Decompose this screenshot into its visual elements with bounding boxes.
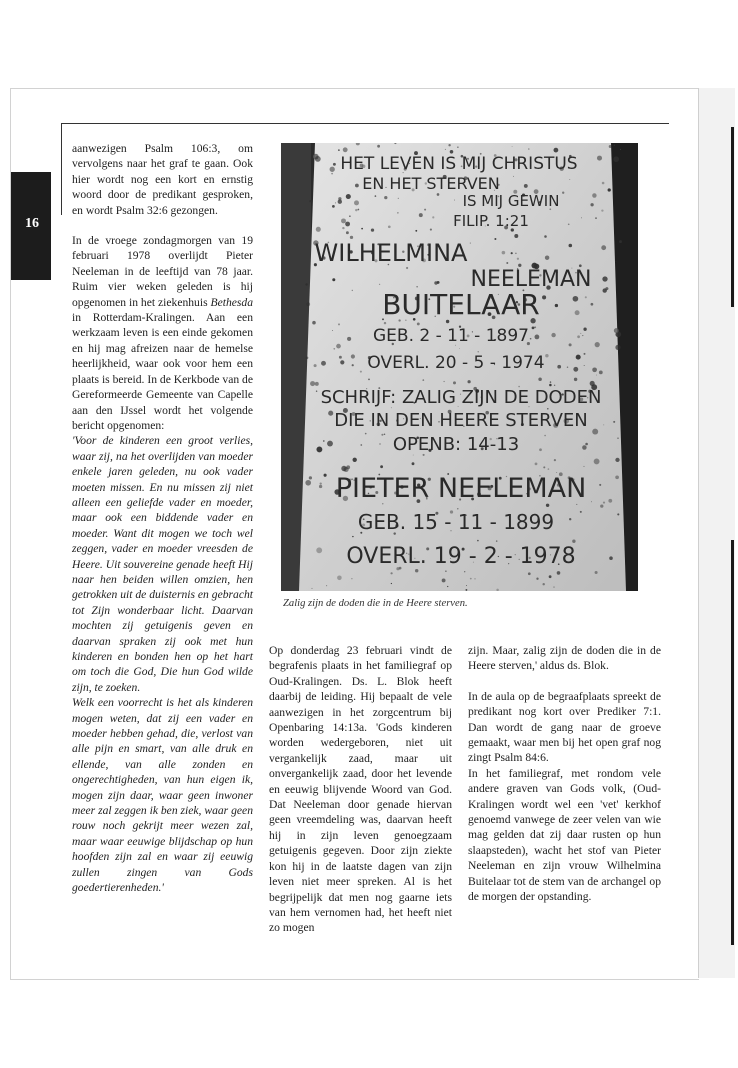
margin-rule xyxy=(61,123,62,215)
paragraph: aanwezigen Psalm 106:3, om vervolgens naar het graf te gaan. Ook hier wordt nog een kort en ernstig woord door de predikant gesproken, en wordt Psalm 32:6 gezongen. xyxy=(72,142,253,217)
edge-mark xyxy=(731,127,734,307)
paragraph: In de vroege zondagmorgen van 19 februari 1978 overlijdt Pieter Neeleman in de leeftijd van 78 jaar. Ruim vier weken geleden is hij opgenomen in het ziekenhuis Bethesda in Rotterdam-Kralingen. Aan een werkzaam leven is een einde gekomen en hij mag afreizen naar de hemelse heerlijkheid, waar ook voor hem een plaats is bereid. In de Kerkbode van de Gereformeerde Gemeente van Capelle aan den IJssel wordt het volgende bericht opgenomen: xyxy=(72,234,253,432)
text-column-3 xyxy=(468,643,661,905)
paragraph: In de aula op de begraafplaats spreekt de predikant nog kort over Prediker 7:1. Dan wordt de gang naar de groeve gemaakt, waar men bij het open graf nog zingt Psalm 84:6. xyxy=(468,689,661,765)
inscription-line: OVERL. 19 - 2 - 1978 xyxy=(346,544,576,569)
inscription-line: FILIP. 1:21 xyxy=(453,212,529,230)
text-column-2 xyxy=(269,643,452,936)
paragraph: Op donderdag 23 februari vindt de begrafenis plaats in het familiegraf op Oud-Kralingen. Ds. L. Blok heeft daarbij de leiding. Hij bepaalt de vele aanwezigen in het zorgcentrum bij Openbaring 14:13a. 'Gods kinderen worden wedergeboren, niet uit vergankelijk zaad, maar uit onvergankelijk zaad, door het levende en eeuwig blijvende Woord van God. Dat Neeleman door genade hiervan geen vreemdeling was, daarvan heeft hij in zijn leven genoegzaam getuigenis gegeven. Door zijn ziekte kon hij in de laatste dagen van zijn leven niet meer spreken. Al is het begrijpelijk dat men nog gaarne iets van hem vernomen had, het heeft niet zo mogen xyxy=(269,644,452,935)
photo-caption: Zalig zijn de doden die in de Heere sterven. xyxy=(283,598,468,609)
inscription-line: GEB. 2 - 11 - 1897 xyxy=(373,326,529,346)
inscription-line: OVERL. 20 - 5 - 1974 xyxy=(367,353,545,373)
quote-paragraph: Welk een voorrecht is het als kinderen mogen weten, dat zij een vader en moeder hebben gehad, die, verlost van alle pijn en smart, van alle druk en ellende, van alle zonden en ongerechtigheden, van hun eigen ik, mogen zijn daar, waar geen inwoner meer zal zeggen ik ben ziek, waar geen rouw noch gekrijt meer wezen zal, maar waar eeuwige blijdschap op hun hoofden zijn zal en waar zij eeuwig zullen zingen van Gods goedertierenheden.' xyxy=(72,696,253,895)
inscription-line: SCHRIJF: ZALIG ZIJN DE DODEN xyxy=(320,387,602,408)
inscription-line: OPENB: 14-13 xyxy=(392,434,520,455)
inscription-line: WILHELMINA xyxy=(314,239,468,267)
inscription-line: PIETER NEELEMAN xyxy=(335,473,587,504)
inscription-line: BUITELAAR xyxy=(382,288,540,321)
quote-paragraph: 'Voor de kinderen een groot verlies, waar zij, na het overlijden van moeder enkele jaren geleden, nu ook vader moeten missen. En nu missen zij niet alleen een geliefde vader en moeder, maar ook een biddende vader en moeder. Want dit mogen we toch wel zeggen, vader en moeder vreesden de Heere. Uit souvereine genade heeft Hij naar hen beiden willen omzien, hen getrokken uit de duisternis en gebracht tot Zijn wonderbaar licht. Daarvan mochten zij getuigenis geven en daarvan spraken zij ook met hun kinderen en bonden hen op het hart om toch die God, Die hun God wilde zijn, te zoeken. xyxy=(72,434,253,694)
facing-page-edge xyxy=(698,88,735,978)
header-rule xyxy=(61,123,669,124)
inscription-line: IS MIJ GEWIN xyxy=(462,192,560,210)
page-number-tab xyxy=(11,172,51,280)
inscription-line: HET LEVEN IS MIJ CHRISTUS xyxy=(340,154,578,174)
paragraph: In het familiegraf, met rondom vele andere graven van Gods volk, (Oud-Kralingen wordt wel een 'vet' kerkhof genoemd vanwege de zeer velen van wie mag gelden dat zij daar rusten op hun slaapsteden), wacht het stof van Pieter Neeleman en zijn vrouw Wilhelmina Buitelaar tot de stem van de archangel op de morgen der opstanding. xyxy=(468,766,661,904)
inscription-line: EN HET STERVEN xyxy=(362,174,500,193)
gravestone-photo xyxy=(281,143,638,591)
paragraph: zijn. Maar, zalig zijn de doden die in de Heere sterven,' aldus ds. Blok. xyxy=(468,644,661,673)
inscription-line: GEB. 15 - 11 - 1899 xyxy=(357,510,555,534)
inscription-line: DIE IN DEN HEERE STERVEN xyxy=(334,410,588,431)
page-number: 16 xyxy=(25,216,39,231)
edge-mark xyxy=(731,540,734,945)
text-column-1 xyxy=(72,141,253,896)
inscription-line: NEELEMAN xyxy=(470,267,592,292)
